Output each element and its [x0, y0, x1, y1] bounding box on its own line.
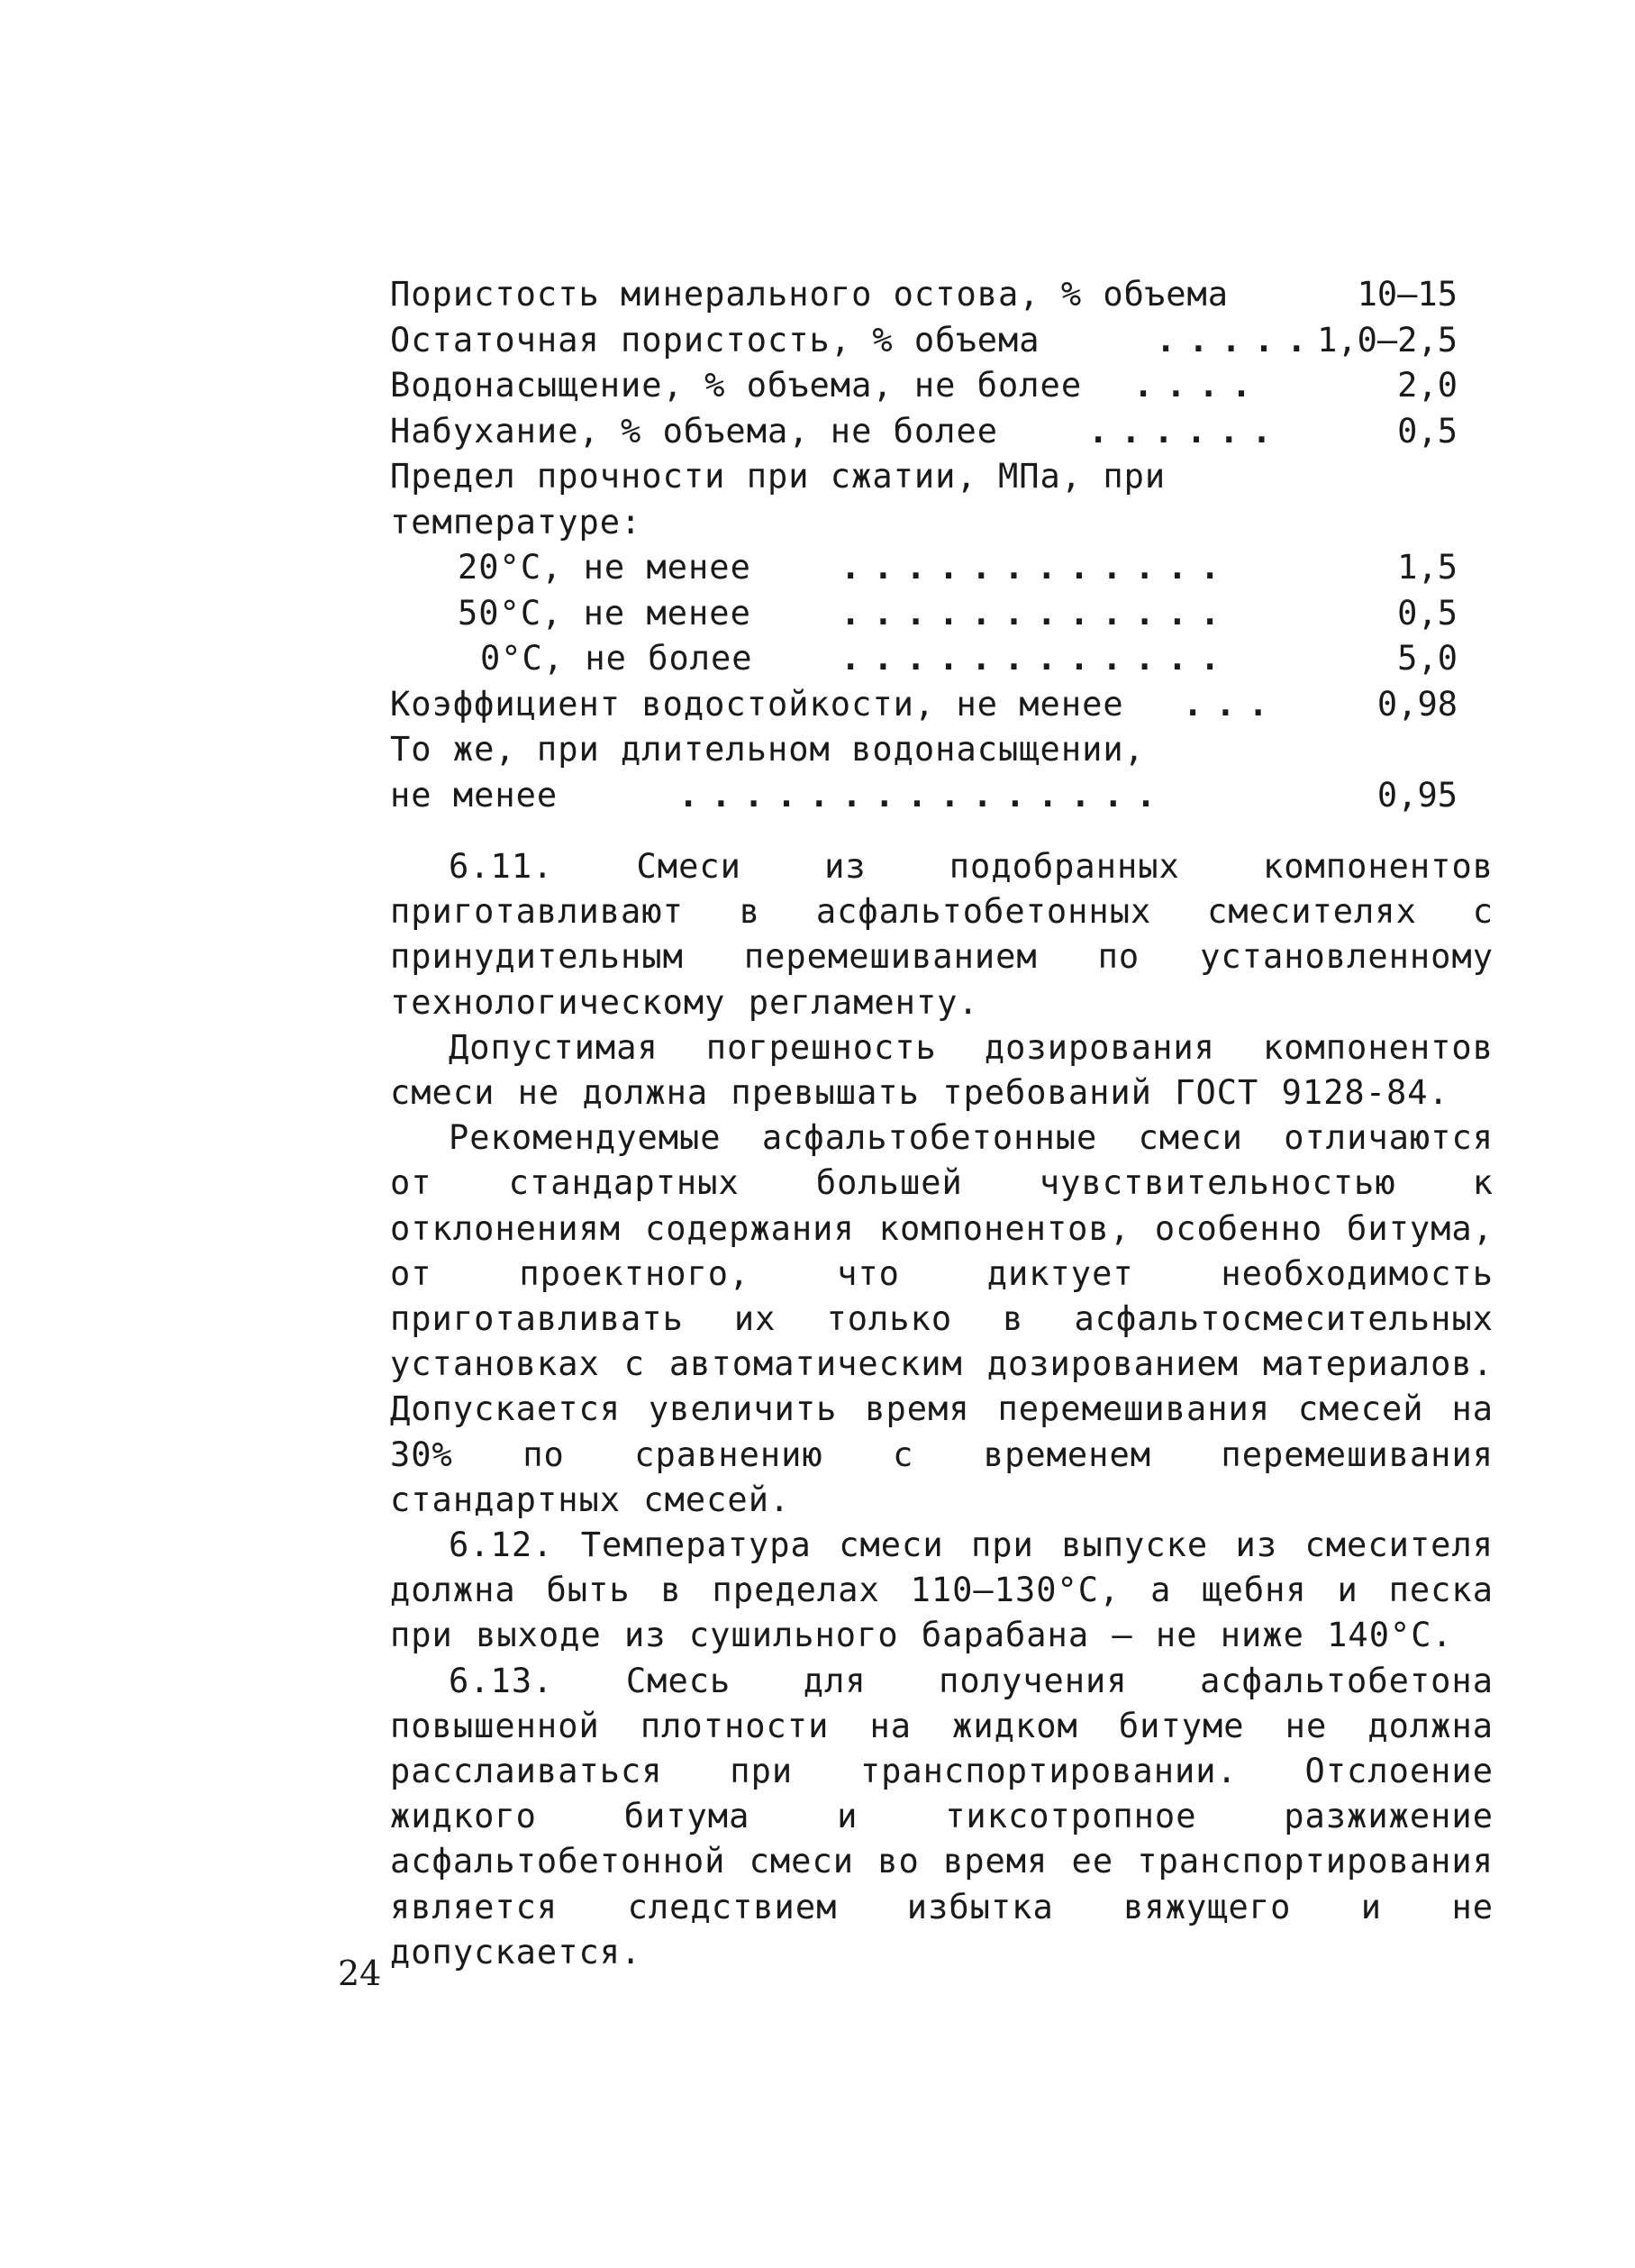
property-label: Коэффициент водостойкости, не менее: [390, 684, 1124, 724]
property-value: 0,95: [1376, 775, 1458, 815]
property-label: Пористость минерального остова, % объема: [390, 275, 1230, 314]
property-row: [390, 318, 1489, 364]
leader-dots: ......: [1088, 411, 1285, 451]
property-row: [390, 727, 1489, 773]
property-value: 1,5: [1397, 548, 1458, 587]
leader-dots: ............: [840, 593, 1233, 633]
leader-dots: .....: [1156, 320, 1320, 360]
property-row: [390, 682, 1489, 728]
leader-dots: ...: [1183, 684, 1281, 724]
page-number: 24: [338, 1954, 382, 1993]
leader-dots: ....: [1133, 366, 1265, 405]
property-row: [390, 500, 1489, 546]
property-value: 0,98: [1376, 684, 1458, 724]
property-value: 1,0–2,5: [1317, 320, 1458, 360]
property-label: Водонасыщение, % объема, не более: [390, 366, 1083, 405]
property-row: [390, 591, 1489, 637]
property-label: Остаточная пористость, % объема: [390, 320, 1040, 360]
property-value: 10–15: [1357, 275, 1458, 314]
paragraph: 6.13. Смесь для получения асфальтобетона повышенной плотности на жидком битуме не должна расслаиваться при транспортировании. Отслоение жидкого битума и тиксотропное разжижение асфальтобетонной смеси во время ее транспортирования является следствием избытка вяжущего и не допускается.: [390, 1661, 1494, 1972]
paragraph: Рекомендуемые асфальтобетонные смеси отличаются от стандартных большей чувствительностью к отклонениям содержания компонентов, особенно битума, от проектного, что диктует необходимость приготавливать их только в асфальтосмесительных установках с автоматическим дозированием материалов. Допускается увеличить время перемешивания смесей на 30% по сравнению с временем перемешивания стандартных смесей.: [390, 1118, 1494, 1519]
property-row: [390, 409, 1489, 455]
property-value: 2,0: [1397, 366, 1458, 405]
leader-dots: ...............: [678, 775, 1169, 815]
leader-dots: ............: [840, 639, 1233, 678]
paragraph: 6.11. Смеси из подобранных компонентов приготавливают в асфальтобетонных смесителях с принудительным перемешиванием по установленному технологическому регламенту.: [390, 847, 1494, 1022]
property-label: 20°С, не менее: [458, 548, 751, 587]
property-row: [390, 272, 1489, 318]
property-value: 0,5: [1397, 411, 1458, 451]
paragraph: 6.12. Температура смеси при выпуске из смесителя должна быть в пределах 110–130°С, а щебня и песка при выходе из сушильного барабана – не ниже 140°С.: [390, 1526, 1494, 1655]
property-label: Набухание, % объема, не более: [390, 411, 999, 451]
property-label: Предел прочности при сжатии, МПа, при: [390, 457, 1167, 496]
property-value: 0,5: [1397, 593, 1458, 633]
property-row: [390, 773, 1489, 819]
property-label: 50°С, не менее: [458, 593, 751, 633]
properties-table: [390, 272, 1489, 818]
property-row: [390, 454, 1489, 500]
property-label: То же, при длительном водонасыщении,: [390, 730, 1145, 769]
property-row: [390, 636, 1489, 682]
leader-dots: ............: [840, 548, 1233, 587]
property-row: [390, 545, 1489, 591]
property-label: 0°С, не более: [480, 639, 753, 678]
property-label: не менее: [390, 775, 559, 815]
property-label: температуре:: [390, 502, 642, 542]
property-value: 5,0: [1397, 639, 1458, 678]
body-text: [390, 844, 1494, 1975]
paragraph: Допустимая погрешность дозирования компонентов смеси не должна превышать требований ГОСТ 9128-84.: [390, 1027, 1494, 1113]
property-row: [390, 363, 1489, 409]
